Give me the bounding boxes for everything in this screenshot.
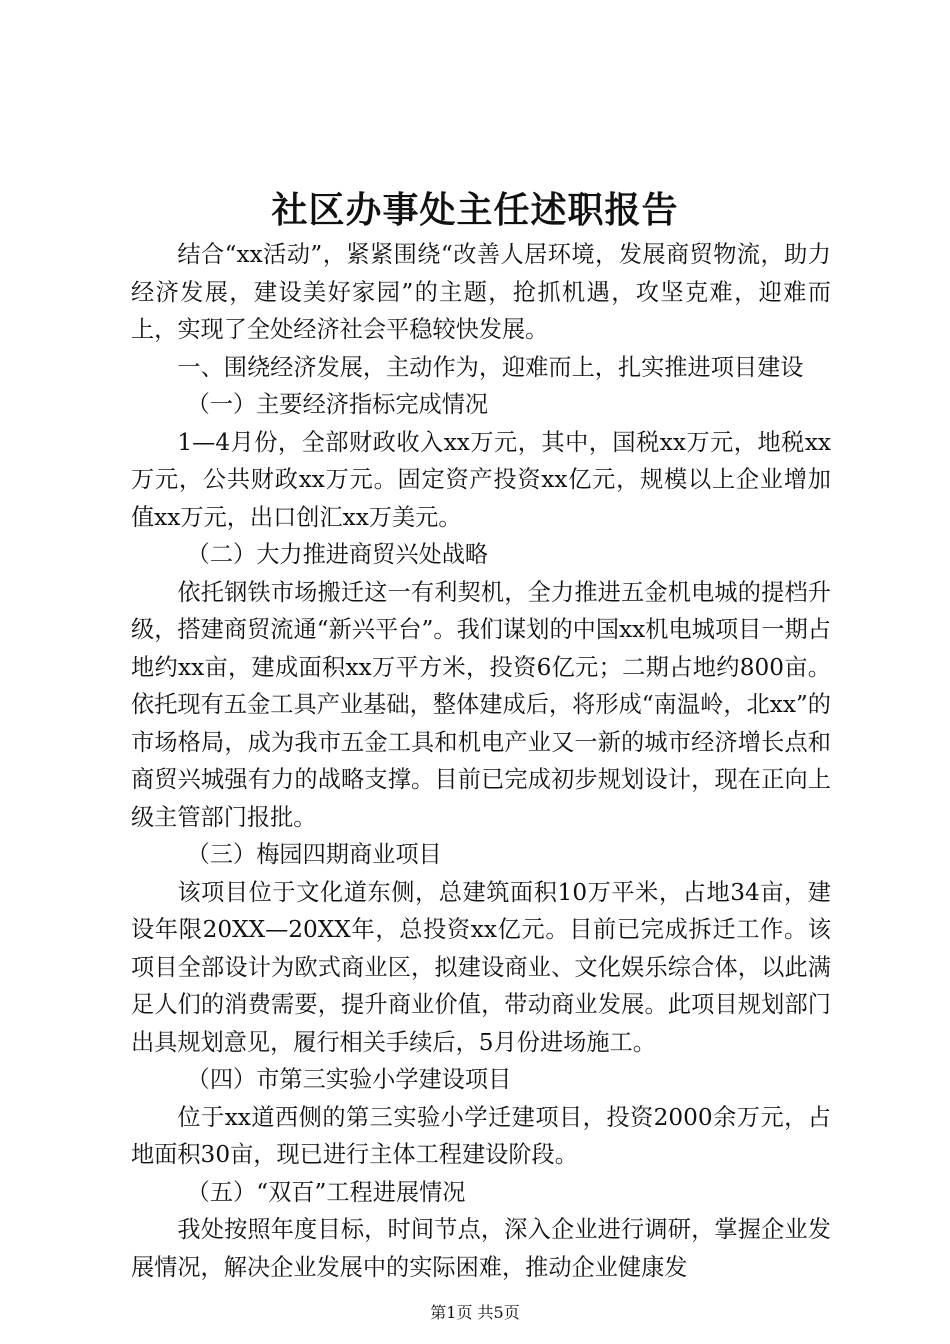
subsection-heading-4: （四）市第三实验小学建设项目 (186, 1066, 512, 1093)
paragraph-commerce-strategy: 依托钢铁市场搬迁这一有利契机，全力推进五金机电城的提档升级，搭建商贸流通“新兴平台”。我们谋划的中国xx机电城项目一期占地约xx亩，建成面积xx万平方米，投资6亿元；二期占地约800亩。依托现有五金工具产业基础，整体建成后，将形成“南温岭，北xx”的市场格局，成为我市五金工具和机电产业又一新的城市经济增长点和商贸兴城强有力的战略支撑。目前已完成初步规划设计，现在正向上级主管部门报批。 (131, 578, 831, 831)
subsection-heading-2: （二）大力推进商贸兴处战略 (186, 541, 489, 568)
document-title: 社区办事处主任述职报告 (271, 189, 679, 231)
section-heading-1: 一、围绕经济发展，主动作为，迎难而上，扎实推进项目建设 (177, 353, 804, 381)
paragraph-school-project: 位于xx道西侧的第三实验小学迁建项目，投资2000余万元，占地面积30亩，现已进行主体工程建设阶段。 (131, 1103, 831, 1168)
subsection-heading-5: （五）“双百”工程进展情况 (186, 1178, 466, 1206)
page-footer: 第1页 共5页 (430, 1303, 520, 1322)
subsection-heading-1: （一）主要经济指标完成情况 (186, 391, 489, 418)
document-body (131, 236, 831, 1286)
paragraph-meiyuan-project: 该项目位于文化道东侧，总建筑面积10万平米，占地34亩，建设年限20XX—20XX年，总投资xx亿元。目前已完成拆迁工作。该项目全部设计为欧式商业区，拟建设商业、文化娱乐综合体，以此满足人们的消费需要，提升商业价值，带动商业发展。此项目规划部门出具规划意见，履行相关手续后，5月份进场施工。 (131, 878, 831, 1056)
paragraph-intro: 结合“xx活动”，紧紧围绕“改善人居环境，发展商贸物流，助力经济发展，建设美好家园”的主题，抢抓机遇，攻坚克难，迎难而上，实现了全处经济社会平稳较快发展。 (131, 241, 831, 343)
paragraph-double-hundred: 我处按照年度目标，时间节点，深入企业进行调研，掌握企业发展情况，解决企业发展中的实际困难，推动企业健康发 (131, 1216, 831, 1281)
subsection-heading-3: （三）梅园四期商业项目 (186, 841, 442, 868)
paragraph-economic-indicators: 1—4月份，全部财政收入xx万元，其中，国税xx万元，地税xx万元，公共财政xx万元。固定资产投资xx亿元，规模以上企业增加值xx万元，出口创汇xx万美元。 (131, 428, 831, 531)
